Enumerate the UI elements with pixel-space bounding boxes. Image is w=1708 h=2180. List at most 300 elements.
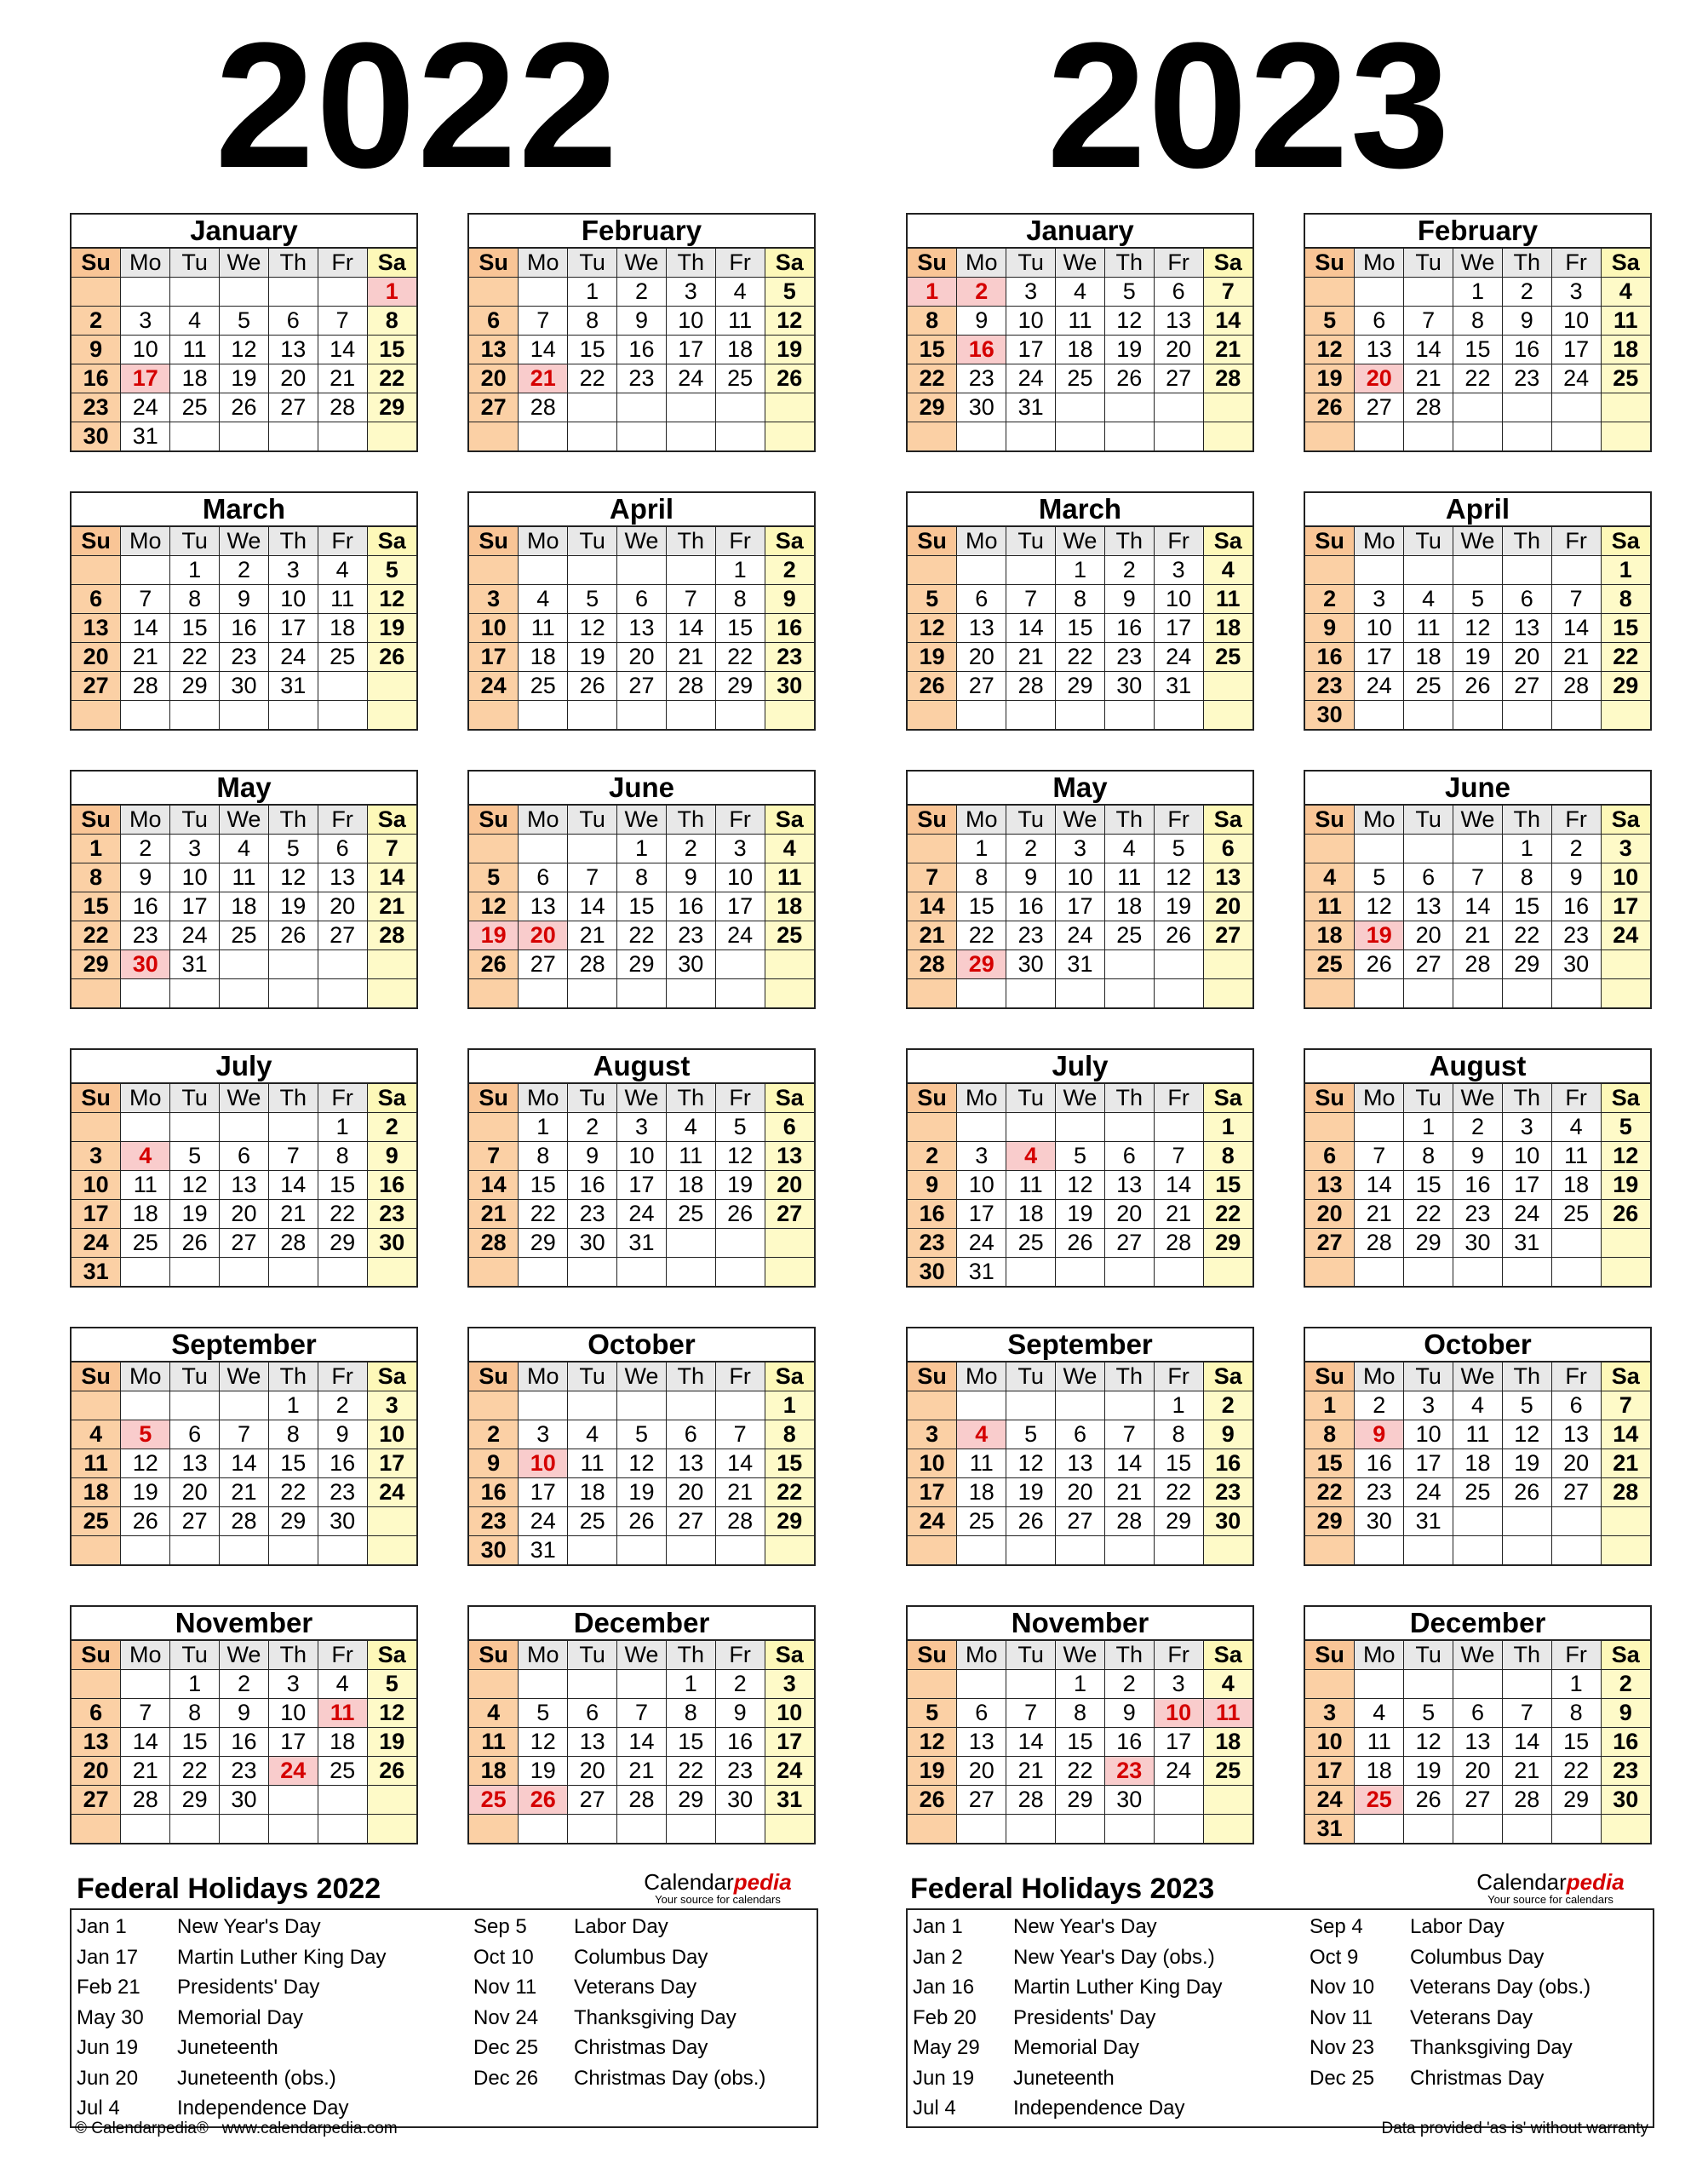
month-calendar (906, 1048, 1254, 1288)
empty-cell (957, 422, 1006, 450)
day-cell: 22 (617, 921, 667, 950)
holiday-name: Thanksgiving Day (574, 2005, 737, 2029)
day-cell: 5 (1355, 863, 1404, 892)
month-grid (1305, 527, 1650, 729)
empty-cell (121, 1258, 170, 1287)
weekday-header: Fr (715, 1641, 765, 1670)
day-cell: 17 (715, 892, 765, 921)
day-cell: 5 (1601, 1113, 1650, 1142)
brand-name (628, 1870, 807, 1894)
day-cell: 18 (957, 1478, 1006, 1507)
empty-cell (908, 1670, 957, 1699)
empty-cell (957, 1536, 1006, 1564)
day-cell: 30 (715, 1786, 765, 1815)
weekday-header: We (220, 806, 269, 835)
empty-cell (1203, 1258, 1252, 1287)
day-cell: 27 (666, 1507, 715, 1536)
month-name: January (72, 215, 416, 249)
empty-cell (72, 701, 121, 729)
day-cell: 12 (908, 614, 957, 643)
day-cell: 20 (1203, 892, 1252, 921)
empty-cell (1601, 1507, 1650, 1536)
day-cell: 7 (1453, 863, 1503, 892)
day-cell: 11 (666, 1142, 715, 1171)
day-cell: 17 (1154, 614, 1203, 643)
day-cell: 7 (1355, 1142, 1404, 1171)
day-cell: 29 (1551, 1786, 1601, 1815)
holiday-date: Jan 16 (913, 1976, 975, 1999)
day-cell: 23 (121, 921, 170, 950)
day-cell: 8 (519, 1142, 568, 1171)
weekday-header: Tu (1006, 806, 1056, 835)
day-cell: 18 (765, 892, 814, 921)
day-cell: 10 (519, 1449, 568, 1478)
weekday-header: We (1056, 806, 1105, 835)
day-cell: 17 (1551, 336, 1601, 364)
day-cell: 5 (715, 1113, 765, 1142)
empty-cell (765, 422, 814, 450)
day-cell: 7 (666, 585, 715, 614)
month-name: May (908, 772, 1252, 806)
holiday-date: Sep 5 (473, 1915, 527, 1938)
empty-cell (318, 1815, 367, 1843)
day-cell: 19 (1502, 1449, 1551, 1478)
day-cell: 8 (1056, 1699, 1105, 1728)
day-cell: 2 (1203, 1391, 1252, 1420)
day-cell: 9 (469, 1449, 519, 1478)
weekday-header: Su (908, 806, 957, 835)
day-cell: 25 (121, 1229, 170, 1258)
day-cell: 13 (1404, 892, 1453, 921)
day-cell: 4 (1203, 1670, 1252, 1699)
day-cell: 16 (367, 1171, 416, 1200)
empty-cell (957, 1113, 1006, 1142)
day-cell: 30 (367, 1229, 416, 1258)
day-cell: 4 (519, 585, 568, 614)
day-cell: 13 (519, 892, 568, 921)
day-cell: 24 (1404, 1478, 1453, 1507)
weekday-header: Tu (568, 527, 617, 556)
empty-cell (1355, 1670, 1404, 1699)
month-grid (72, 806, 416, 1007)
day-cell: 23 (765, 643, 814, 672)
day-cell: 26 (908, 672, 957, 701)
month-grid (908, 806, 1252, 1007)
day-cell: 24 (121, 393, 170, 422)
day-cell: 8 (1305, 1420, 1355, 1449)
weekday-header: Fr (1154, 1641, 1203, 1670)
month-name: September (72, 1328, 416, 1362)
day-cell: 29 (617, 950, 667, 979)
day-cell: 21 (1104, 1478, 1154, 1507)
weekday-header: We (1056, 1084, 1105, 1113)
day-cell: 10 (1551, 307, 1601, 336)
day-cell: 29 (908, 393, 957, 422)
weekday-header: Fr (715, 1362, 765, 1391)
day-cell: 22 (318, 1200, 367, 1229)
weekday-header: Sa (1601, 806, 1650, 835)
day-cell: 11 (220, 863, 269, 892)
day-cell: 3 (1154, 1670, 1203, 1699)
empty-cell (1203, 701, 1252, 729)
day-cell: 1 (1056, 556, 1105, 585)
weekday-header: Sa (367, 1641, 416, 1670)
day-cell: 20 (765, 1171, 814, 1200)
empty-cell (765, 979, 814, 1007)
day-cell: 6 (1502, 585, 1551, 614)
day-cell: 1 (715, 556, 765, 585)
holiday-name: New Year's Day (177, 1915, 321, 1938)
day-cell: 27 (1502, 672, 1551, 701)
empty-cell (72, 556, 121, 585)
day-cell: 24 (268, 1757, 318, 1786)
day-cell: 12 (367, 1699, 416, 1728)
day-cell: 21 (1551, 643, 1601, 672)
weekday-header: Tu (1404, 1362, 1453, 1391)
empty-cell (1203, 393, 1252, 422)
day-cell: 4 (957, 1420, 1006, 1449)
day-cell: 13 (1551, 1420, 1601, 1449)
day-cell: 27 (1203, 921, 1252, 950)
empty-cell (765, 701, 814, 729)
empty-cell (666, 701, 715, 729)
day-cell: 27 (268, 393, 318, 422)
day-cell: 30 (1104, 1786, 1154, 1815)
day-cell: 5 (1404, 1699, 1453, 1728)
empty-cell (957, 701, 1006, 729)
weekday-header: We (617, 806, 667, 835)
day-cell: 28 (469, 1229, 519, 1258)
day-cell: 8 (1056, 585, 1105, 614)
day-cell: 21 (367, 892, 416, 921)
month-grid (469, 527, 814, 729)
day-cell: 5 (469, 863, 519, 892)
day-cell: 18 (170, 364, 220, 393)
day-cell: 11 (568, 1449, 617, 1478)
day-cell: 24 (957, 1229, 1006, 1258)
empty-cell (469, 1113, 519, 1142)
empty-cell (1305, 1670, 1355, 1699)
day-cell: 23 (1006, 921, 1056, 950)
weekday-header: Tu (1404, 249, 1453, 278)
day-cell: 20 (1056, 1478, 1105, 1507)
day-cell: 23 (220, 643, 269, 672)
empty-cell (1404, 1670, 1453, 1699)
weekday-header: We (617, 1084, 667, 1113)
day-cell: 19 (1404, 1757, 1453, 1786)
month-grid (469, 1084, 814, 1286)
empty-cell (220, 1391, 269, 1420)
empty-cell (318, 1258, 367, 1287)
weekday-header: Tu (1006, 1641, 1056, 1670)
empty-cell (1104, 950, 1154, 979)
weekday-header: Th (666, 806, 715, 835)
day-cell: 18 (715, 336, 765, 364)
empty-cell (1404, 556, 1453, 585)
empty-cell (617, 393, 667, 422)
day-cell: 22 (957, 921, 1006, 950)
day-cell: 16 (1453, 1171, 1503, 1200)
day-cell: 10 (1154, 585, 1203, 614)
weekday-header: We (617, 1641, 667, 1670)
day-cell: 14 (1355, 1171, 1404, 1200)
empty-cell (908, 1815, 957, 1843)
empty-cell (519, 1815, 568, 1843)
day-cell: 28 (1355, 1229, 1404, 1258)
day-cell: 20 (1551, 1449, 1601, 1478)
month-grid (1305, 249, 1650, 450)
day-cell: 27 (1453, 1786, 1503, 1815)
weekday-header: Su (72, 1084, 121, 1113)
day-cell: 18 (220, 892, 269, 921)
day-cell: 4 (469, 1699, 519, 1728)
day-cell: 1 (170, 1670, 220, 1699)
weekday-header: Sa (1203, 249, 1252, 278)
day-cell: 22 (519, 1200, 568, 1229)
day-cell: 26 (1154, 921, 1203, 950)
holiday-name: Independence Day (177, 2097, 349, 2120)
day-cell: 1 (1404, 1113, 1453, 1142)
holiday-name: Presidents' Day (177, 1976, 320, 1999)
day-cell: 8 (666, 1699, 715, 1728)
day-cell: 28 (715, 1507, 765, 1536)
day-cell: 23 (568, 1200, 617, 1229)
weekday-header: Fr (318, 527, 367, 556)
day-cell: 6 (1453, 1699, 1503, 1728)
empty-cell (666, 393, 715, 422)
empty-cell (220, 701, 269, 729)
month-calendar (1304, 213, 1652, 452)
empty-cell (715, 1536, 765, 1565)
day-cell: 14 (220, 1449, 269, 1478)
day-cell: 17 (617, 1171, 667, 1200)
weekday-header: Sa (1601, 1084, 1650, 1113)
day-cell: 1 (568, 278, 617, 307)
day-cell: 23 (469, 1507, 519, 1536)
day-cell: 31 (1502, 1229, 1551, 1258)
day-cell: 15 (715, 614, 765, 643)
day-cell: 20 (170, 1478, 220, 1507)
day-cell: 18 (318, 614, 367, 643)
weekday-header: Sa (765, 1362, 814, 1391)
day-cell: 7 (220, 1420, 269, 1449)
month-grid (1305, 1084, 1650, 1286)
day-cell: 12 (519, 1728, 568, 1757)
day-cell: 12 (367, 585, 416, 614)
holiday-name: Memorial Day (177, 2005, 304, 2029)
day-cell: 10 (72, 1171, 121, 1200)
day-cell: 2 (72, 307, 121, 336)
empty-cell (908, 1113, 957, 1142)
day-cell: 19 (1006, 1478, 1056, 1507)
calendarpedia-logo (628, 1870, 807, 1906)
month-name: October (469, 1328, 814, 1362)
month-name: December (1305, 1607, 1650, 1641)
day-cell: 1 (268, 1391, 318, 1420)
month-name: June (1305, 772, 1650, 806)
day-cell: 8 (908, 307, 957, 336)
month-grid (1305, 1362, 1650, 1564)
day-cell: 31 (121, 422, 170, 451)
day-cell: 14 (617, 1728, 667, 1757)
empty-cell (367, 979, 416, 1007)
day-cell: 2 (908, 1142, 957, 1171)
day-cell: 15 (519, 1171, 568, 1200)
day-cell: 3 (519, 1420, 568, 1449)
day-cell: 8 (568, 307, 617, 336)
day-cell: 22 (1502, 921, 1551, 950)
empty-cell (367, 1507, 416, 1536)
weekday-header: Th (1104, 1641, 1154, 1670)
day-cell: 24 (170, 921, 220, 950)
day-cell: 25 (1104, 921, 1154, 950)
day-cell: 29 (170, 1786, 220, 1815)
day-cell: 17 (367, 1449, 416, 1478)
weekday-header: Fr (1551, 1641, 1601, 1670)
month-calendar (467, 213, 816, 452)
month-name: May (72, 772, 416, 806)
weekday-header: Fr (1154, 249, 1203, 278)
day-cell: 6 (170, 1420, 220, 1449)
empty-cell (1355, 1536, 1404, 1564)
month-grid (908, 249, 1252, 450)
weekday-header: Mo (957, 1641, 1006, 1670)
day-cell: 21 (220, 1478, 269, 1507)
weekday-header: Th (1502, 1362, 1551, 1391)
empty-cell (318, 672, 367, 701)
day-cell: 3 (170, 835, 220, 863)
day-cell: 9 (220, 1699, 269, 1728)
weekday-header: We (1453, 1641, 1503, 1670)
day-cell: 7 (1203, 278, 1252, 307)
empty-cell (1453, 1670, 1503, 1699)
holiday-name: Columbus Day (574, 1945, 708, 1969)
empty-cell (318, 1786, 367, 1815)
day-cell: 1 (908, 278, 957, 307)
day-cell: 1 (666, 1670, 715, 1699)
day-cell: 26 (1601, 1200, 1650, 1229)
empty-cell (957, 1815, 1006, 1843)
day-cell: 16 (1355, 1449, 1404, 1478)
day-cell: 14 (121, 614, 170, 643)
weekday-header: Th (666, 527, 715, 556)
weekday-header: Th (666, 1084, 715, 1113)
month-grid (908, 527, 1252, 729)
day-cell: 27 (1551, 1478, 1601, 1507)
day-cell: 21 (1404, 364, 1453, 393)
weekday-header: Sa (367, 249, 416, 278)
day-cell: 12 (170, 1171, 220, 1200)
day-cell: 25 (715, 364, 765, 393)
day-cell: 20 (1502, 643, 1551, 672)
empty-cell (1006, 701, 1056, 729)
day-cell: 19 (1453, 643, 1503, 672)
day-cell: 7 (121, 585, 170, 614)
day-cell: 9 (1502, 307, 1551, 336)
empty-cell (72, 1670, 121, 1699)
day-cell: 31 (1305, 1815, 1355, 1844)
month-grid (72, 1641, 416, 1843)
day-cell: 6 (318, 835, 367, 863)
day-cell: 21 (1502, 1757, 1551, 1786)
empty-cell (957, 979, 1006, 1007)
weekday-header: Mo (121, 249, 170, 278)
day-cell: 2 (957, 278, 1006, 307)
weekday-header: Th (268, 527, 318, 556)
weekday-header: Mo (121, 1641, 170, 1670)
day-cell: 10 (666, 307, 715, 336)
weekday-header: Su (469, 249, 519, 278)
day-cell: 23 (220, 1757, 269, 1786)
empty-cell (1056, 422, 1105, 450)
holiday-date: Jul 4 (77, 2097, 120, 2120)
empty-cell (1006, 1670, 1056, 1699)
day-cell: 30 (72, 422, 121, 451)
holiday-name: Memorial Day (1013, 2036, 1140, 2059)
day-cell: 29 (1056, 1786, 1105, 1815)
day-cell: 22 (1601, 643, 1650, 672)
day-cell: 26 (367, 643, 416, 672)
empty-cell (170, 1536, 220, 1564)
day-cell: 19 (715, 1171, 765, 1200)
day-cell: 19 (1154, 892, 1203, 921)
empty-cell (1502, 1507, 1551, 1536)
day-cell: 23 (715, 1757, 765, 1786)
day-cell: 6 (957, 1699, 1006, 1728)
weekday-header: Tu (1006, 1084, 1056, 1113)
month-name: February (1305, 215, 1650, 249)
day-cell: 20 (268, 364, 318, 393)
day-cell: 11 (715, 307, 765, 336)
day-cell: 31 (1154, 672, 1203, 701)
day-cell: 16 (715, 1728, 765, 1757)
empty-cell (519, 979, 568, 1007)
weekday-header: Fr (318, 1084, 367, 1113)
day-cell: 30 (121, 950, 170, 979)
day-cell: 2 (1502, 278, 1551, 307)
day-cell: 14 (121, 1728, 170, 1757)
day-cell: 16 (957, 336, 1006, 364)
day-cell: 15 (1203, 1171, 1252, 1200)
empty-cell (1154, 1258, 1203, 1287)
day-cell: 10 (765, 1699, 814, 1728)
day-cell: 2 (1104, 556, 1154, 585)
day-cell: 7 (1601, 1391, 1650, 1420)
day-cell: 10 (121, 336, 170, 364)
holiday-date: Jul 4 (913, 2097, 956, 2120)
holidays-list (70, 1908, 818, 2128)
day-cell: 4 (121, 1142, 170, 1171)
weekday-header: Tu (1404, 527, 1453, 556)
empty-cell (568, 1391, 617, 1420)
month-calendar (906, 770, 1254, 1009)
day-cell: 5 (1453, 585, 1503, 614)
empty-cell (1104, 979, 1154, 1007)
empty-cell (1104, 422, 1154, 450)
day-cell: 9 (367, 1142, 416, 1171)
day-cell: 25 (1453, 1478, 1503, 1507)
weekday-header: We (617, 249, 667, 278)
empty-cell (367, 1786, 416, 1815)
day-cell: 5 (121, 1420, 170, 1449)
day-cell: 1 (170, 556, 220, 585)
empty-cell (367, 701, 416, 729)
day-cell: 14 (1203, 307, 1252, 336)
empty-cell (519, 1258, 568, 1286)
day-cell: 12 (1453, 614, 1503, 643)
day-cell: 22 (1453, 364, 1503, 393)
day-cell: 12 (1305, 336, 1355, 364)
